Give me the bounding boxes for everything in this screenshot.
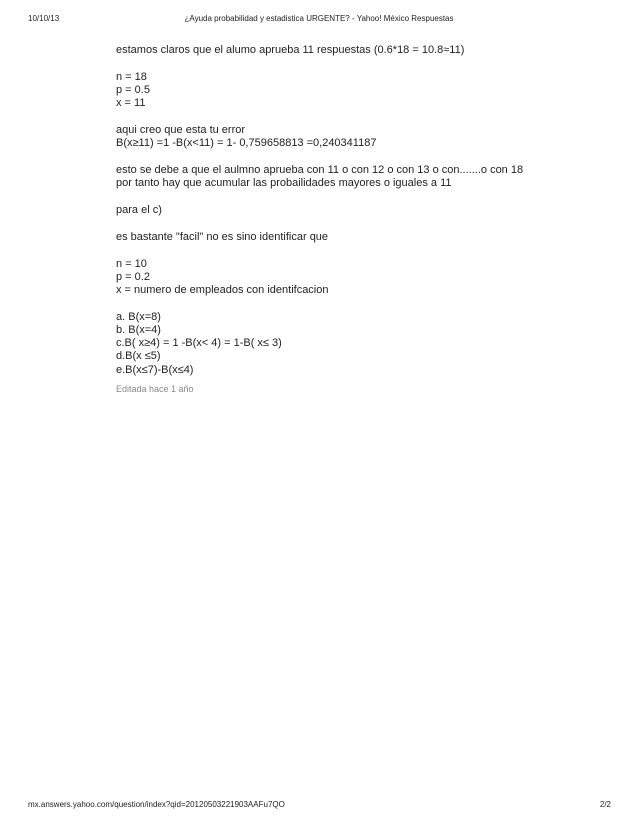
page-number: 2/2 <box>599 800 611 809</box>
answer-line: d.B(x ≤5) <box>116 350 161 363</box>
page-title: ¿Ayuda probabilidad y estadistica URGENTE? - Yahoo! México Respuestas <box>184 14 454 23</box>
answer-line: n = 10 <box>116 257 147 270</box>
answer-line: esto se debe a que el aulmno aprueba con 11 o con 12 o con 13 o con.......o con 18 <box>116 164 524 176</box>
paragraph-gap <box>116 190 576 204</box>
answer-line: estamos claros que el alumo aprueba 11 respuestas (0.6*18 = 10.8≈11) <box>116 44 465 56</box>
answer-line: a. B(x=8) <box>116 310 161 323</box>
answer-line: para el c) <box>116 204 162 216</box>
source-url: mx.answers.yahoo.com/question/index?qid=20120503221903AAFu7QO <box>28 800 285 809</box>
answer-line: es bastante "facil" no es sino identificar que <box>116 230 329 243</box>
answer-line: x = numero de empleados con identifcacion <box>116 284 329 296</box>
paragraph-gap <box>116 217 576 231</box>
answer-line: n = 18 <box>116 70 147 83</box>
answer-line: b. B(x=4) <box>116 324 161 336</box>
answer-line: B(x≥11) =1 -B(x<11) = 1- 0,759658813 =0,240341187 <box>116 137 377 150</box>
answer-line: e.B(x≤7)-B(x≤4) <box>116 363 194 376</box>
answer-line: por tanto hay que acumular las probailidades mayores o iguales a 11 <box>116 177 452 190</box>
answer-body <box>116 44 576 396</box>
answer-line: x = 11 <box>116 97 146 110</box>
answer-line: p = 0.2 <box>116 270 150 283</box>
paragraph-gap <box>116 150 576 164</box>
paragraph-gap <box>116 297 576 311</box>
paragraph-gap <box>116 110 576 124</box>
paragraph-gap <box>116 57 576 71</box>
print-date: 10/10/13 <box>28 14 60 23</box>
answer-line: p = 0.5 <box>116 84 150 96</box>
edited-timestamp: Editada hace 1 año <box>116 383 194 394</box>
paragraph-gap <box>116 244 576 258</box>
answer-line: c.B( x≥4) = 1 -B(x< 4) = 1-B( x≤ 3) <box>116 337 282 350</box>
answer-line: aqui creo que esta tu error <box>116 124 246 136</box>
